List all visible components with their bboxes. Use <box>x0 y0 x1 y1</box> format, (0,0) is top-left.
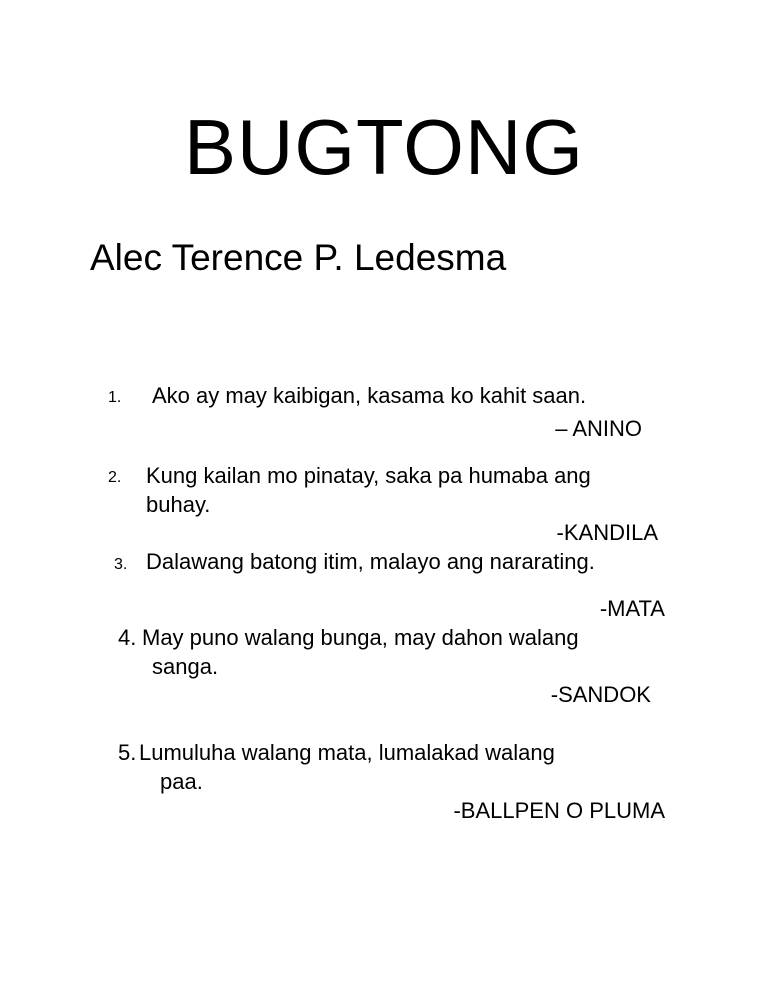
riddle-2-text-line2: buhay. <box>146 492 211 517</box>
riddle-4-answer: -SANDOK <box>550 682 651 707</box>
riddle-4-text-line2: sanga. <box>152 654 219 679</box>
riddle-2-answer: -KANDILA <box>556 520 658 545</box>
riddle-4-number: 4. <box>118 625 137 650</box>
riddle-1-answer: – ANINO <box>555 416 642 441</box>
riddle-5-text-line2: paa. <box>160 769 203 794</box>
author-name: Alec Terence P. Ledesma <box>90 237 507 278</box>
riddle-1-text: Ako ay may kaibigan, kasama ko kahit saan. <box>152 383 587 408</box>
riddle-1-number: 1. <box>108 389 122 406</box>
riddle-5-text-line1: Lumuluha walang mata, lumalakad walang <box>139 740 555 765</box>
riddle-4-text-line1: May puno walang bunga, may dahon walang <box>142 625 579 650</box>
document-title: BUGTONG <box>184 103 584 191</box>
riddle-2-number: 2. <box>108 469 122 486</box>
riddle-5-answer: -BALLPEN O PLUMA <box>453 798 665 823</box>
riddle-5-number: 5. <box>118 740 137 765</box>
riddle-3-number: 3. <box>114 556 128 573</box>
riddle-2-text-line1: Kung kailan mo pinatay, saka pa humaba ang <box>146 463 591 488</box>
riddle-3-text: Dalawang batong itim, malayo ang nararating. <box>146 549 595 574</box>
riddle-3-answer: -MATA <box>599 596 665 621</box>
